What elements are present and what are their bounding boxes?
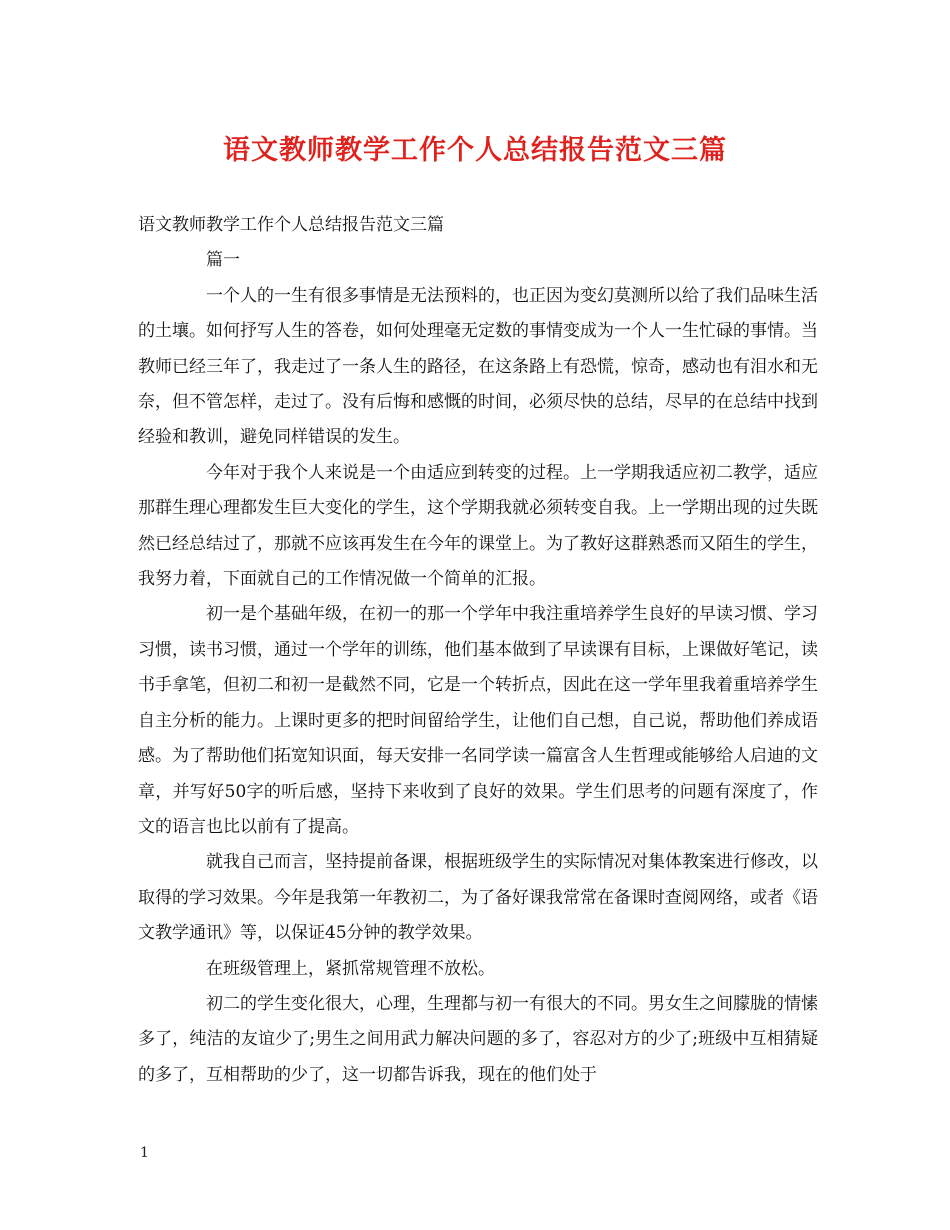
document-body (138, 208, 818, 1093)
paragraph-4: 就我自己而言，坚持提前备课，根据班级学生的实际情况对集体教案进行修改，以取得的学习效果。今年是我第一年教初二，为了备好课我常常在备课时查阅网络，或者《语文教学通讯》等，以保证45分钟的教学效果。 (138, 852, 818, 944)
paragraph-1: 一个人的一生有很多事情是无法预料的，也正因为变幻莫测所以给了我们品味生活的土壤。如何抒写人生的答卷，如何处理毫无定数的事情变成为一个人一生忙碌的事情。当教师已经三年了，我走过了一条人生的路径，在这条路上有恐慌，惊奇，感动也有泪水和无奈，但不管怎样，走过了。没有后悔和感慨的时间，必须尽快的总结，尽早的在总结中找到经验和教训，避免同样错误的发生。 (138, 285, 818, 448)
page-number: 1 (140, 1145, 149, 1161)
paragraph-6: 初二的学生变化很大，心理，生理都与初一有很大的不同。男女生之间朦胧的情愫多了，纯洁的友谊少了;男生之间用武力解决问题的多了，容忍对方的少了;班级中互相猜疑的多了，互相帮助的少了，这一切都告诉我，现在的他们处于 (138, 993, 818, 1085)
document-subtitle (138, 208, 818, 243)
paragraph-3: 初一是个基础年级，在初一的那一个学年中我注重培养学生良好的早读习惯、学习习惯，读书习惯，通过一个学年的训练，他们基本做到了早读课有目标，上课做好笔记，读书手拿笔，但初二和初一是截然不同，它是一个转折点，因此在这一学年里我着重培养学生自主分析的能力。上课时更多的把时间留给学生，让他们自己想，自己说，帮助他们养成语感。为了帮助他们拓宽知识面，每天安排一名同学读一篇富含人生哲理或能够给人启迪的文章，并写好50字的听后感，坚持下来收到了良好的效果。学生们思考的问题有深度了，作文的语言也比以前有了提高。 (138, 604, 818, 837)
section-label: 篇一 (206, 250, 240, 271)
subtitle-text: 语文教师教学工作个人总结报告范文三篇 (138, 215, 444, 235)
paragraph-2: 今年对于我个人来说是一个由适应到转变的过程。上一学期我适应初二教学，适应那群生理心理都发生巨大变化的学生，这个学期我就必须转变自我。上一学期出现的过失既然已经总结过了，那就不应该再发生在今年的课堂上。为了教好这群熟悉而又陌生的学生，我努力着，下面就自己的工作情况做一个简单的汇报。 (138, 462, 818, 590)
paragraph-5: 在班级管理上，紧抓常规管理不放松。 (206, 958, 495, 979)
document-title: 语文教师教学工作个人总结报告范文三篇 (223, 135, 727, 166)
